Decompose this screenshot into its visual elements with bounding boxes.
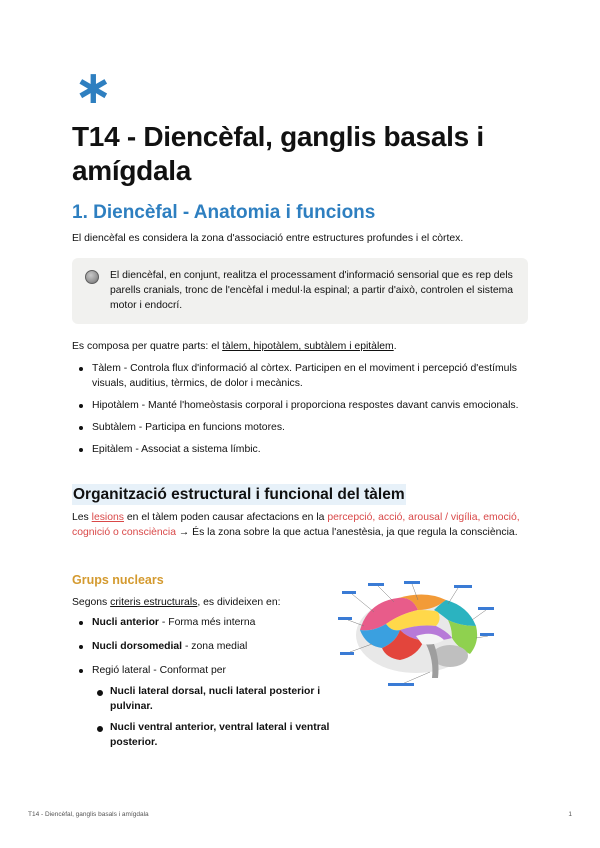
page-footer xyxy=(28,811,572,818)
item-bold: Nucli dorsomedial xyxy=(92,641,183,652)
intro-paragraph: El diencèfal es considera la zona d'associació entre estructures profundes i el còrtex. xyxy=(72,233,464,244)
sub-list-item: Nucli ventral anterior, ventral lateral i ventral posterior. xyxy=(92,720,334,750)
callout-text: El diencèfal, en conjunt, realitza el processament d'informació sensorial que es rep dels parells cranials, tronc de l'encèfal i medul·la espinal; a partir d'això, controlen el sistema motor i endocrí. xyxy=(110,270,514,311)
parts-link[interactable]: tàlem, hipotàlem, subtàlem i epitàlem xyxy=(222,341,394,352)
list-item xyxy=(74,615,334,630)
lesions-les: Les xyxy=(72,512,92,523)
list-item xyxy=(74,639,334,654)
lesions-effects: percepció, acció, arousal / vigília, emoció, cognició o consciència xyxy=(72,512,520,538)
lesions-tail: → És la zona sobre la que actua l'anestèsia, ja que regula la consciència. xyxy=(175,527,518,538)
sub-list-item: Nucli lateral dorsal, nucli lateral posterior i pulvinar. xyxy=(92,684,334,714)
item-rest: - zona medial xyxy=(182,641,248,652)
footer-text: T14 - Diencèfal, ganglis basals i amígdala xyxy=(28,811,149,818)
section-heading-diencefal: 1. Diencèfal - Anatomia i funcions xyxy=(72,202,376,223)
item-rest: Regió lateral - Conformat per xyxy=(92,665,226,676)
segons-link[interactable]: criteris estructurals xyxy=(110,597,198,608)
lesions-paragraph xyxy=(72,510,528,540)
asterisk-icon: ∗ xyxy=(74,60,113,114)
list-item: Tàlem - Controla flux d'informació al còrtex. Participen en el moviment i percepció d'estímuls visuals, auditius, tèrmics, de dolor i mecànics. xyxy=(74,361,524,391)
parts-paragraph xyxy=(72,339,542,354)
section-heading-talem: Organització estructural i funcional del tàlem xyxy=(73,486,405,503)
item-bold: Nucli anterior xyxy=(92,617,159,628)
segons-prefix: Segons xyxy=(72,597,111,608)
lesions-mid: en el tàlem poden causar afectacions en la xyxy=(124,512,328,523)
nuclear-list xyxy=(74,615,334,759)
brain-diagram-image xyxy=(338,580,498,690)
list-item: Subtàlem - Participa en funcions motores. xyxy=(74,420,524,435)
sub-list xyxy=(92,684,334,750)
section-heading-grups: Grups nuclears xyxy=(72,573,164,587)
page-number: 1 xyxy=(568,811,572,818)
item-rest: - Forma més interna xyxy=(158,617,256,628)
list-item: Hipotàlem - Manté l'homeòstasis corporal i proporciona respostes davant canvis emocionals. xyxy=(74,398,524,413)
parts-suffix: . xyxy=(393,341,397,352)
bullet-orb-icon xyxy=(85,270,99,284)
list-item: Epitàlem - Associat a sistema límbic. xyxy=(74,442,524,457)
parts-prefix: Es composa per quatre parts: el xyxy=(72,341,223,352)
segons-suffix: , es divideixen en: xyxy=(197,597,281,608)
parts-list xyxy=(74,361,524,464)
segons-paragraph xyxy=(72,595,332,610)
page-title: T14 - Diencèfal, ganglis basals i amígdala xyxy=(72,121,484,186)
list-item xyxy=(74,663,334,750)
lesions-link[interactable]: lesions xyxy=(91,512,124,523)
callout-box xyxy=(72,258,528,324)
